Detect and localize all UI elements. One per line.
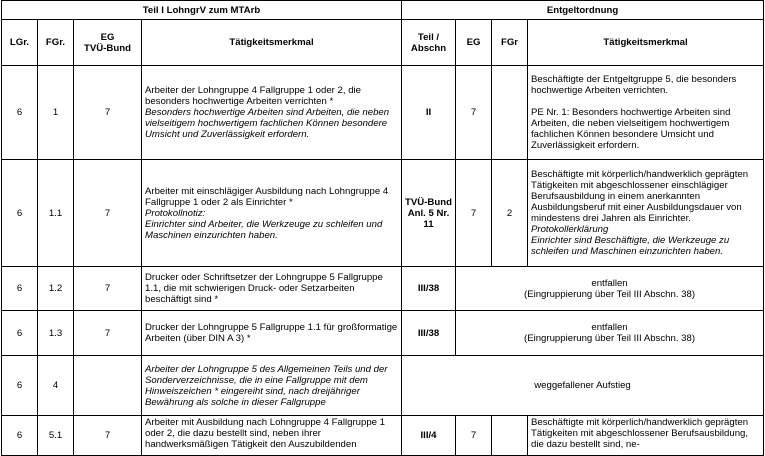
- cell-merkmal-right: weggefallener Aufstieg: [402, 356, 764, 416]
- table-row: [2, 416, 764, 456]
- cell-teil: III/38: [402, 267, 456, 311]
- cell-lgr: 6: [2, 267, 38, 311]
- merkmal-line2: (Eingruppierung über Teil III Abschn. 38): [524, 288, 696, 300]
- merkmal-note: Einrichter sind Beschäftigte, die Werkzeuge zu schleifen und Maschinen einzurichten haben.: [531, 235, 730, 257]
- cell-eg-tvu: 7: [74, 160, 142, 267]
- merkmal-text: Beschäftigte der Entgeltgruppe 5, die besonders hochwertige Arbeiten verrichten.: [531, 74, 737, 96]
- merkmal-text: Arbeiter der Lohngruppe 4 Fallgruppe 1 oder 2, die besonders hochwertige Arbeiten verrichten *: [145, 85, 362, 107]
- cell-teil: TVÜ-Bund Anl. 5 Nr. 11: [402, 160, 456, 267]
- cell-merkmal-right: [456, 311, 764, 356]
- cell-fgr-right: 2: [492, 160, 528, 267]
- col-merkmal-right-header: Tätigkeitsmerkmal: [528, 20, 764, 66]
- cell-teil: III/4: [402, 416, 456, 456]
- cell-merkmal-left: Drucker der Lohngruppe 5 Fallgruppe 1.1 für großformatige Arbeiten (über DIN A 3) *: [142, 311, 402, 356]
- cell-fgr-right: [492, 66, 528, 160]
- merkmal-text: Arbeiter mit einschlägiger Ausbildung nach Lohngruppe 4 Fallgruppe 1 oder 2 als Einrichter *: [145, 185, 389, 208]
- col-fgr-right-header: FGr: [492, 20, 528, 66]
- merkmal-line2: (Eingruppierung über Teil III Abschn. 38): [524, 333, 696, 344]
- col-teil-line2: Abschn: [410, 42, 447, 54]
- col-fgr-left-header: FGr.: [38, 20, 74, 66]
- tariff-comparison-table: [1, 0, 764, 456]
- col-eg-tvu-header: [74, 20, 142, 66]
- cell-fgr: 1.2: [38, 267, 74, 311]
- col-teil-line1: Teil /: [417, 31, 440, 43]
- merkmal-note-title: Protokollerklärung: [531, 224, 609, 235]
- cell-teil: III/38: [402, 311, 456, 356]
- cell-fgr: 1: [38, 66, 74, 160]
- cell-lgr: 6: [2, 356, 38, 416]
- table-row: [2, 311, 764, 356]
- cell-fgr: 5.1: [38, 416, 74, 456]
- cell-lgr: 6: [2, 311, 38, 356]
- col-teil-header: [402, 20, 456, 66]
- merkmal-text: Beschäftigte mit körperlich/handwerklich geprägten Tätigkeiten mit abgeschlossener einschlägiger Berufsausbildung in einem anerkannten Ausbildungsberuf mit einer Ausbildungsdauer von mindestens drei Jahren als Einrichter.: [531, 169, 749, 224]
- cell-lgr: 6: [2, 416, 38, 456]
- cell-eg: 7: [456, 66, 492, 160]
- merkmal-note-title: Protokollnotiz:: [145, 207, 206, 219]
- table-row: [2, 356, 764, 416]
- cell-merkmal-left: Arbeiter mit Ausbildung nach Lohngruppe 4 Fallgruppe 1 oder 2, die dazu bestellt sind, neben ihrer handwerksmäßigen Tätigkeit den Auszubildenden: [142, 416, 402, 456]
- cell-eg: 7: [456, 416, 492, 456]
- cell-merkmal-right: [528, 160, 764, 267]
- cell-eg-tvu: 7: [74, 416, 142, 456]
- cell-merkmal-left: [142, 356, 402, 416]
- cell-lgr: 6: [2, 66, 38, 160]
- cell-eg-tvu: [74, 356, 142, 416]
- table-row: [2, 160, 764, 267]
- table-row: [2, 267, 764, 311]
- cell-fgr: 1.1: [38, 160, 74, 267]
- header-row-columns: [2, 20, 764, 66]
- cell-merkmal-right: Beschäftigte mit körperlich/handwerklich geprägten Tätigkeiten mit abgeschlossener Berufsausbildung, die dazu bestellt sind, ne-: [528, 416, 764, 456]
- merkmal-text: Arbeiter der Lohngruppe 5 des Allgemeinen Teils und der Sonderverzeichnisse, die in eine Fallgruppe mit dem Hinweiszeichen * eingereiht sind, nach dreijähriger Bewährung als solche in dieser Fallgruppe: [145, 363, 388, 408]
- cell-lgr: 6: [2, 160, 38, 267]
- col-eg-tvu-line2: TVÜ-Bund: [84, 42, 131, 54]
- cell-eg-tvu: 7: [74, 267, 142, 311]
- col-merkmal-left-header: Tätigkeitsmerkmal: [142, 20, 402, 66]
- cell-eg-tvu: 7: [74, 311, 142, 356]
- left-section-title: Teil I LohngrV zum MTArb: [2, 1, 402, 20]
- cell-eg: 7: [456, 160, 492, 267]
- cell-eg-tvu: 7: [74, 66, 142, 160]
- cell-merkmal-left: [142, 160, 402, 267]
- cell-merkmal-right: [528, 66, 764, 160]
- table-row: [2, 66, 764, 160]
- merkmal-line1: entfallen: [591, 322, 628, 333]
- right-section-title: Entgeltordnung: [402, 1, 764, 20]
- merkmal-note: Einrichter sind Arbeiter, die Werkzeuge zu schleifen und Maschinen einzurichten haben.: [145, 218, 383, 241]
- cell-merkmal-right: [456, 267, 764, 311]
- merkmal-text-2: PE Nr. 1: Besonders hochwertige Arbeiten sind Arbeiten, die neben vielseitigem hochwertigem fachlichen Können besondere Umsicht und Zuverlässigkeit erfordern.: [531, 107, 731, 151]
- cell-fgr: 1.3: [38, 311, 74, 356]
- col-eg-tvu-line1: EG: [100, 31, 115, 43]
- cell-fgr-right: [492, 416, 528, 456]
- col-lgr-header: LGr.: [2, 20, 38, 66]
- cell-merkmal-left: Drucker oder Schriftsetzer der Lohngruppe 5 Fallgruppe 1.1, die mit schwierigen Druck- oder Setzarbeiten beschäftigt sind *: [142, 267, 402, 311]
- cell-teil: II: [402, 66, 456, 160]
- cell-fgr: 4: [38, 356, 74, 416]
- merkmal-line1: entfallen: [591, 277, 628, 289]
- col-eg-header: EG: [456, 20, 492, 66]
- merkmal-note: Besonders hochwertige Arbeiten sind Arbeiten, die neben vielseitigem hochwertigem fachlichen Können besondere Umsicht und Zuverlässigkeit erfordern.: [145, 107, 390, 140]
- header-row-titles: [2, 1, 764, 20]
- cell-merkmal-left: [142, 66, 402, 160]
